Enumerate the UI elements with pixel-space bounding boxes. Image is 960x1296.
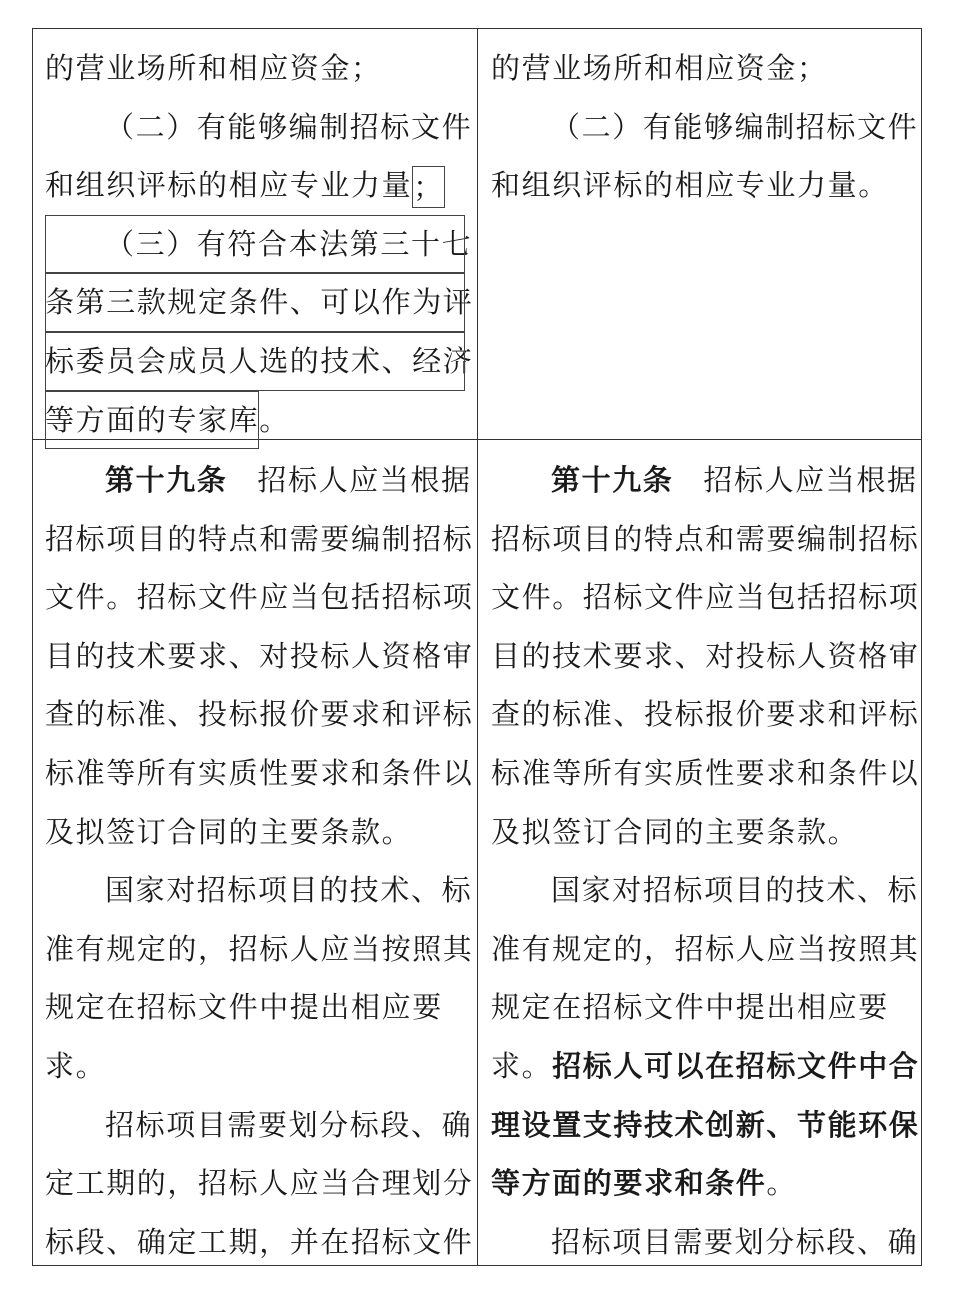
text-line xyxy=(491,1154,911,1213)
inserted-text-span: 等方面的专家库 xyxy=(45,391,259,450)
text-line: 及拟签订合同的主要条款。 xyxy=(491,814,859,849)
text-line: 国家对招标项目的技术、标 xyxy=(551,873,919,908)
text-line: 文件。招标文件应当包括招标项 xyxy=(491,580,920,615)
text-line: 的营业场所和相应资金； xyxy=(45,51,382,85)
text-line: 标段、确定工期，并在招标文件 xyxy=(45,1224,474,1259)
text-line: （二）有能够编制招标文件 xyxy=(105,109,473,144)
text-line xyxy=(45,391,465,450)
text-line: 的营业场所和相应资金； xyxy=(491,51,828,85)
text-line: 招标项目的特点和需要编制招标 xyxy=(491,521,920,556)
article-heading: 第十九条 xyxy=(105,463,228,497)
text-line: 标准等所有实质性要求和条件以 xyxy=(491,755,920,790)
text-line: 准有规定的，招标人应当按照其 xyxy=(45,931,474,966)
added-bold-text: 招标人可以在招标文件中合 xyxy=(552,1048,920,1083)
text-span: 求。 xyxy=(491,1048,553,1083)
article-heading: 第十九条 xyxy=(551,463,674,497)
text-line: （二）有能够编制招标文件 xyxy=(551,109,919,144)
text-line: 招标项目的特点和需要编制招标 xyxy=(45,521,474,556)
inserted-text-line: （三）有符合本法第三十七 xyxy=(45,215,465,274)
added-bold-line: 理设置支持技术创新、节能环保 xyxy=(491,1107,920,1142)
text-line xyxy=(45,451,472,510)
left-top-cell xyxy=(45,39,474,449)
text-line: 规定在招标文件中提出相应要 xyxy=(491,990,889,1025)
text-span: 。 xyxy=(766,1166,798,1201)
text-line: 定工期的，招标人应当合理划分 xyxy=(45,1166,474,1201)
text-line: 求。 xyxy=(45,1048,107,1083)
text-line xyxy=(491,1037,920,1096)
text-span: 招标人应当根据 xyxy=(257,463,472,497)
text-line xyxy=(491,451,918,510)
text-line: 查的标准、投标报价要求和评标 xyxy=(45,697,474,732)
text-line: 目的技术要求、对投标人资格审 xyxy=(491,638,920,673)
right-top-cell xyxy=(491,39,919,215)
comparison-table xyxy=(32,28,922,1266)
text-line: 查的标准、投标报价要求和评标 xyxy=(491,697,920,732)
inserted-text-line: 标委员会成员人选的技术、经济 xyxy=(45,332,465,391)
text-span: 。 xyxy=(259,402,290,437)
text-line: 标准等所有实质性要求和条件以 xyxy=(45,755,474,790)
added-bold-text: 等方面的要求和条件 xyxy=(491,1166,767,1201)
text-line xyxy=(45,156,465,215)
text-line: 及拟签订合同的主要条款。 xyxy=(45,814,413,849)
inserted-text-line: 条第三款规定条件、可以作为评 xyxy=(45,273,465,332)
text-span: 招标人应当根据 xyxy=(703,463,918,497)
text-line: 规定在招标文件中提出相应要 xyxy=(45,990,443,1025)
text-line: 准有规定的，招标人应当按照其 xyxy=(491,931,920,966)
inserted-mark: ； xyxy=(412,166,445,208)
text-line: 目的技术要求、对投标人资格审 xyxy=(45,638,474,673)
right-bottom-cell xyxy=(491,451,920,1271)
text-line: 文件。招标文件应当包括招标项 xyxy=(45,580,474,615)
text-line: 招标项目需要划分标段、确 xyxy=(551,1224,919,1259)
text-line: 招标项目需要划分标段、确 xyxy=(105,1107,473,1142)
text-span: 和组织评标的相应专业力量 xyxy=(45,168,413,203)
left-bottom-cell xyxy=(45,451,474,1271)
text-line: 和组织评标的相应专业力量。 xyxy=(491,168,889,203)
text-line: 国家对招标项目的技术、标 xyxy=(105,873,473,908)
column-divider xyxy=(477,29,478,1265)
